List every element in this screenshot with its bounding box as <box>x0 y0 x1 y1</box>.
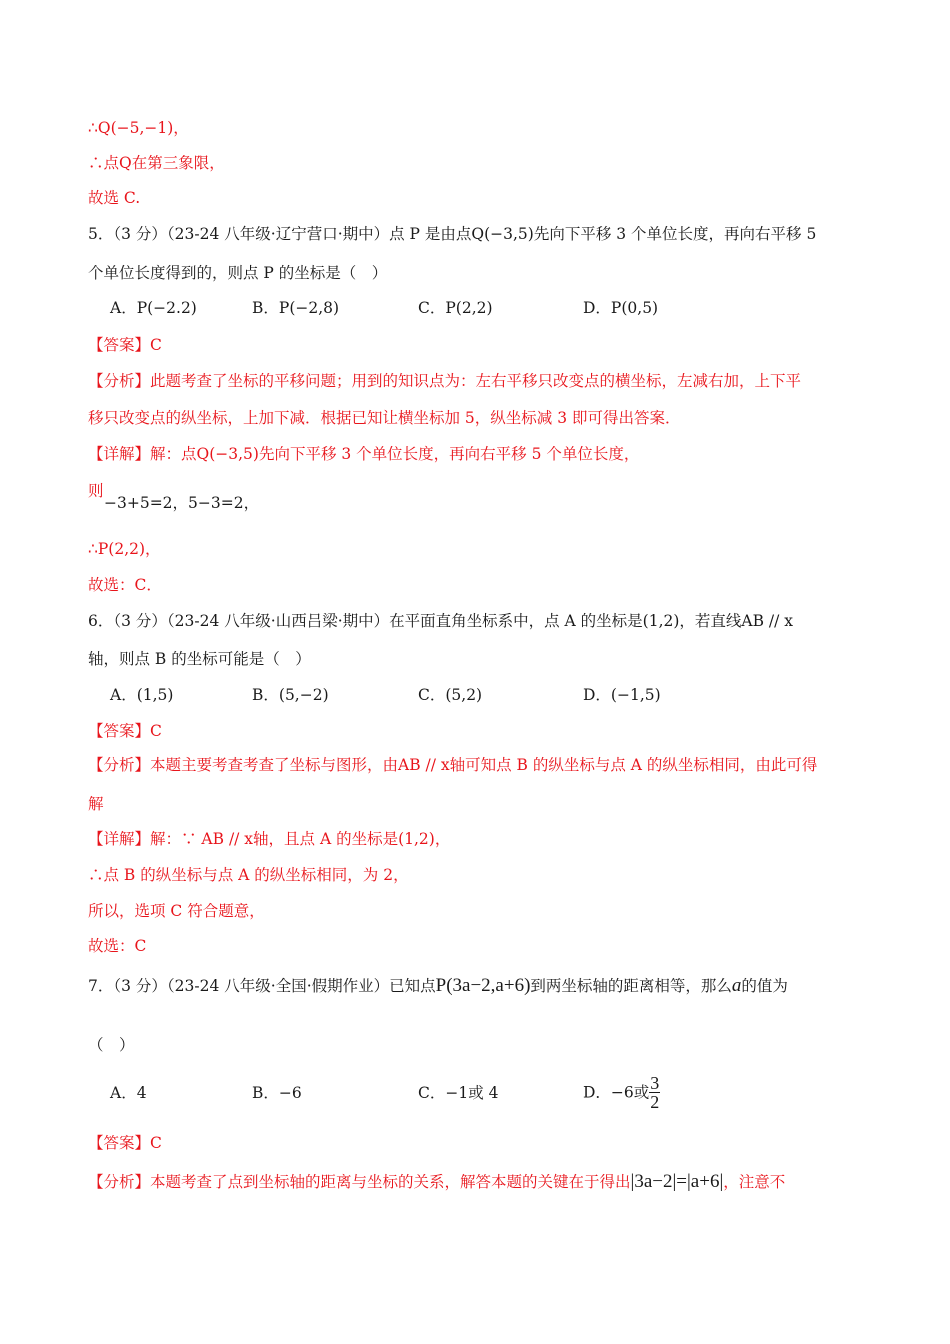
q6-choose: 故选：C <box>88 937 147 955</box>
q5-option-c: C．P(2,2) <box>418 299 493 317</box>
q7-stem-part: 的值为 <box>741 977 788 995</box>
q5-solution: 【详解】解：点Q(−3,5)先向下平移 3 个单位长度，再向右平移 5 个单位长度， <box>88 445 640 463</box>
q7-variable-a: a <box>731 975 742 996</box>
q6-answer: 【答案】C <box>88 722 162 740</box>
q7-option-a: A．4 <box>110 1084 147 1102</box>
q7-point-p: P(3a−2,a+6) <box>435 975 531 996</box>
text-line: ∴点Q在第三象限， <box>88 154 225 172</box>
q5-result: ∴P(2,2)， <box>88 540 161 558</box>
q7-option-d <box>583 1074 660 1111</box>
q7-analysis-part: 【分析】本题考查了点到坐标轴的距离与坐标的关系，解答本题的关键在于得出 <box>88 1173 631 1191</box>
q6-option-c: C．(5,2) <box>418 686 483 704</box>
fraction <box>649 1074 660 1111</box>
fraction-denominator: 2 <box>650 1092 660 1112</box>
question-6-stem: 6．（3 分）（23-24 八年级·山西吕梁·期中）在平面直角坐标系中，点 A 的坐标是(1,2)，若直线AB // x <box>88 612 794 630</box>
q7-stem-part: 到两坐标轴的距离相等，那么 <box>530 977 732 995</box>
fraction-numerator: 3 <box>650 1073 660 1093</box>
q6-step: ∴点 B 的纵坐标与点 A 的纵坐标相同，为 2， <box>88 866 409 884</box>
q6-solution: 【详解】解：∵ AB // x轴，且点 A 的坐标是(1,2)， <box>88 830 451 848</box>
q7-analysis <box>88 1171 864 1193</box>
q5-option-b: B．P(−2,8) <box>252 299 340 317</box>
q7-answer: 【答案】C <box>88 1134 162 1152</box>
q7-option-c: C．−1或 4 <box>418 1084 499 1102</box>
q6-analysis: 【分析】本题主要考查考查了坐标与图形，由AB // x轴可知点 B 的纵坐标与点 A 的纵坐标相同，由此可得 <box>88 756 818 774</box>
q7-stem-part: 7．（3 分）（23-24 八年级·全国·假期作业）已知点 <box>88 977 436 995</box>
q7-abs-equation: |3a−2|=|a+6| <box>630 1171 724 1192</box>
q6-option-a: A．(1,5) <box>110 686 174 704</box>
q5-solution-ze: 则 <box>88 482 104 500</box>
question-7-stem <box>88 975 864 997</box>
question-5-stem: 5．（3 分）（23-24 八年级·辽宁营口·期中）点 P 是由点Q(−3,5)先向下平移 3 个单位长度，再向右平移 5 <box>88 225 817 243</box>
q5-option-a: A．P(−2.2) <box>110 299 197 317</box>
q6-option-d: D．(−1,5) <box>583 686 661 704</box>
q6-analysis-cont: 解 <box>88 795 104 813</box>
q5-calc: −3+5=2，5−3=2， <box>104 494 260 512</box>
q7-option-b: B．−6 <box>252 1084 302 1102</box>
q7-analysis-part: ，注意不 <box>723 1173 786 1191</box>
q5-choose: 故选：C． <box>88 576 162 594</box>
q5-analysis: 【分析】此题考查了坐标的平移问题；用到的知识点为：左右平移只改变点的横坐标，左减右加，上下平 <box>88 372 802 390</box>
q6-step: 所以，选项 C 符合题意， <box>88 902 265 920</box>
question-6-stem-cont: 轴，则点 B 的坐标可能是（ ） <box>88 650 311 668</box>
q5-analysis-cont: 移只改变点的纵坐标，上加下减．根据已知让横坐标加 5，纵坐标减 3 即可得出答案． <box>88 409 681 427</box>
q6-option-b: B．(5,−2) <box>252 686 329 704</box>
text-line: 故选 C. <box>88 189 141 207</box>
text-line: ∴Q(−5,−1)， <box>88 119 189 137</box>
question-5-stem-cont: 个单位长度得到的，则点 P 的坐标是（ ） <box>88 264 388 282</box>
q5-option-d: D．P(0,5) <box>583 299 659 317</box>
q7-option-d-prefix: D．−6或 <box>583 1083 650 1102</box>
question-7-blank: （ ） <box>88 1036 135 1054</box>
q5-answer: 【答案】C <box>88 336 162 354</box>
